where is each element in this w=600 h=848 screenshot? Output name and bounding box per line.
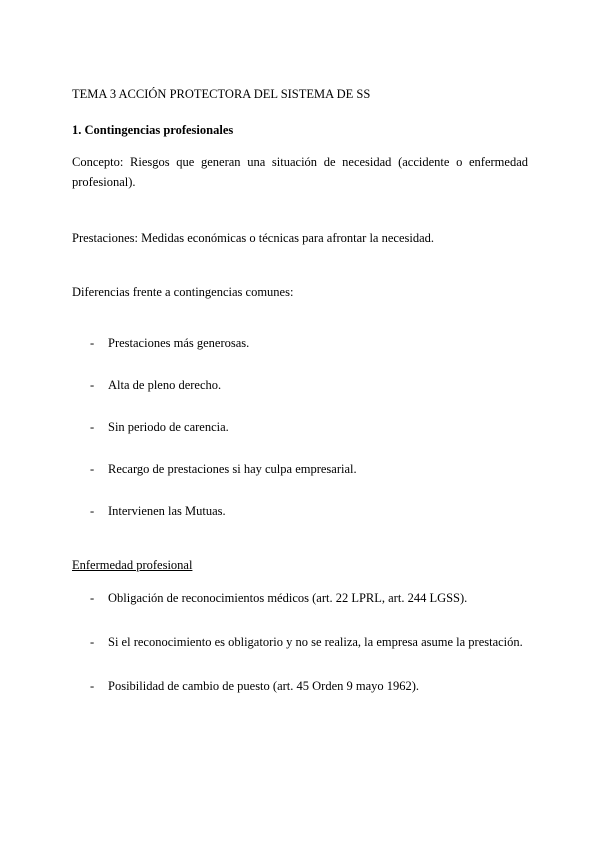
document-title: TEMA 3 ACCIÓN PROTECTORA DEL SISTEMA DE SS bbox=[72, 87, 371, 101]
section-heading: 1. Contingencias profesionales bbox=[72, 123, 234, 137]
prestaciones-paragraph: Prestaciones: Medidas económicas o técnicas para afrontar la necesidad. bbox=[72, 231, 434, 245]
list-item-text: Obligación de reconocimientos médicos (art. 22 LPRL, art. 244 LGSS). bbox=[108, 591, 468, 605]
enfermedad-heading: Enfermedad profesional bbox=[72, 558, 193, 572]
list-item-text: Si el reconocimiento es obligatorio y no se realiza, la empresa asume la prestación. bbox=[108, 635, 523, 649]
list-dash: - bbox=[90, 504, 95, 518]
list-dash: - bbox=[90, 378, 95, 392]
concept-paragraph: Concepto: Riesgos que generan una situación de necesidad (accidente o enfermedad profesional). bbox=[72, 155, 528, 189]
list-item bbox=[72, 333, 528, 353]
diferencias-list bbox=[72, 333, 528, 543]
enfermedad-list bbox=[72, 588, 528, 720]
list-dash: - bbox=[90, 462, 95, 476]
list-item bbox=[72, 588, 528, 608]
list-item-text: Intervienen las Mutuas. bbox=[108, 504, 226, 518]
list-item-text: Alta de pleno derecho. bbox=[108, 378, 222, 392]
list-item bbox=[72, 375, 528, 395]
list-item bbox=[72, 417, 528, 437]
list-item-text: Posibilidad de cambio de puesto (art. 45 Orden 9 mayo 1962). bbox=[108, 679, 420, 693]
list-dash: - bbox=[90, 591, 95, 605]
list-item bbox=[72, 676, 528, 696]
list-item bbox=[72, 459, 528, 479]
list-dash: - bbox=[90, 336, 95, 350]
list-item-text: Recargo de prestaciones si hay culpa empresarial. bbox=[108, 462, 357, 476]
list-item-text: Prestaciones más generosas. bbox=[108, 336, 250, 350]
list-item-text: Sin periodo de carencia. bbox=[108, 420, 229, 434]
list-dash: - bbox=[90, 679, 95, 693]
list-item bbox=[72, 632, 528, 652]
list-item bbox=[72, 501, 528, 521]
diferencias-intro: Diferencias frente a contingencias comunes: bbox=[72, 285, 294, 299]
list-dash: - bbox=[90, 635, 95, 649]
list-dash: - bbox=[90, 420, 95, 434]
